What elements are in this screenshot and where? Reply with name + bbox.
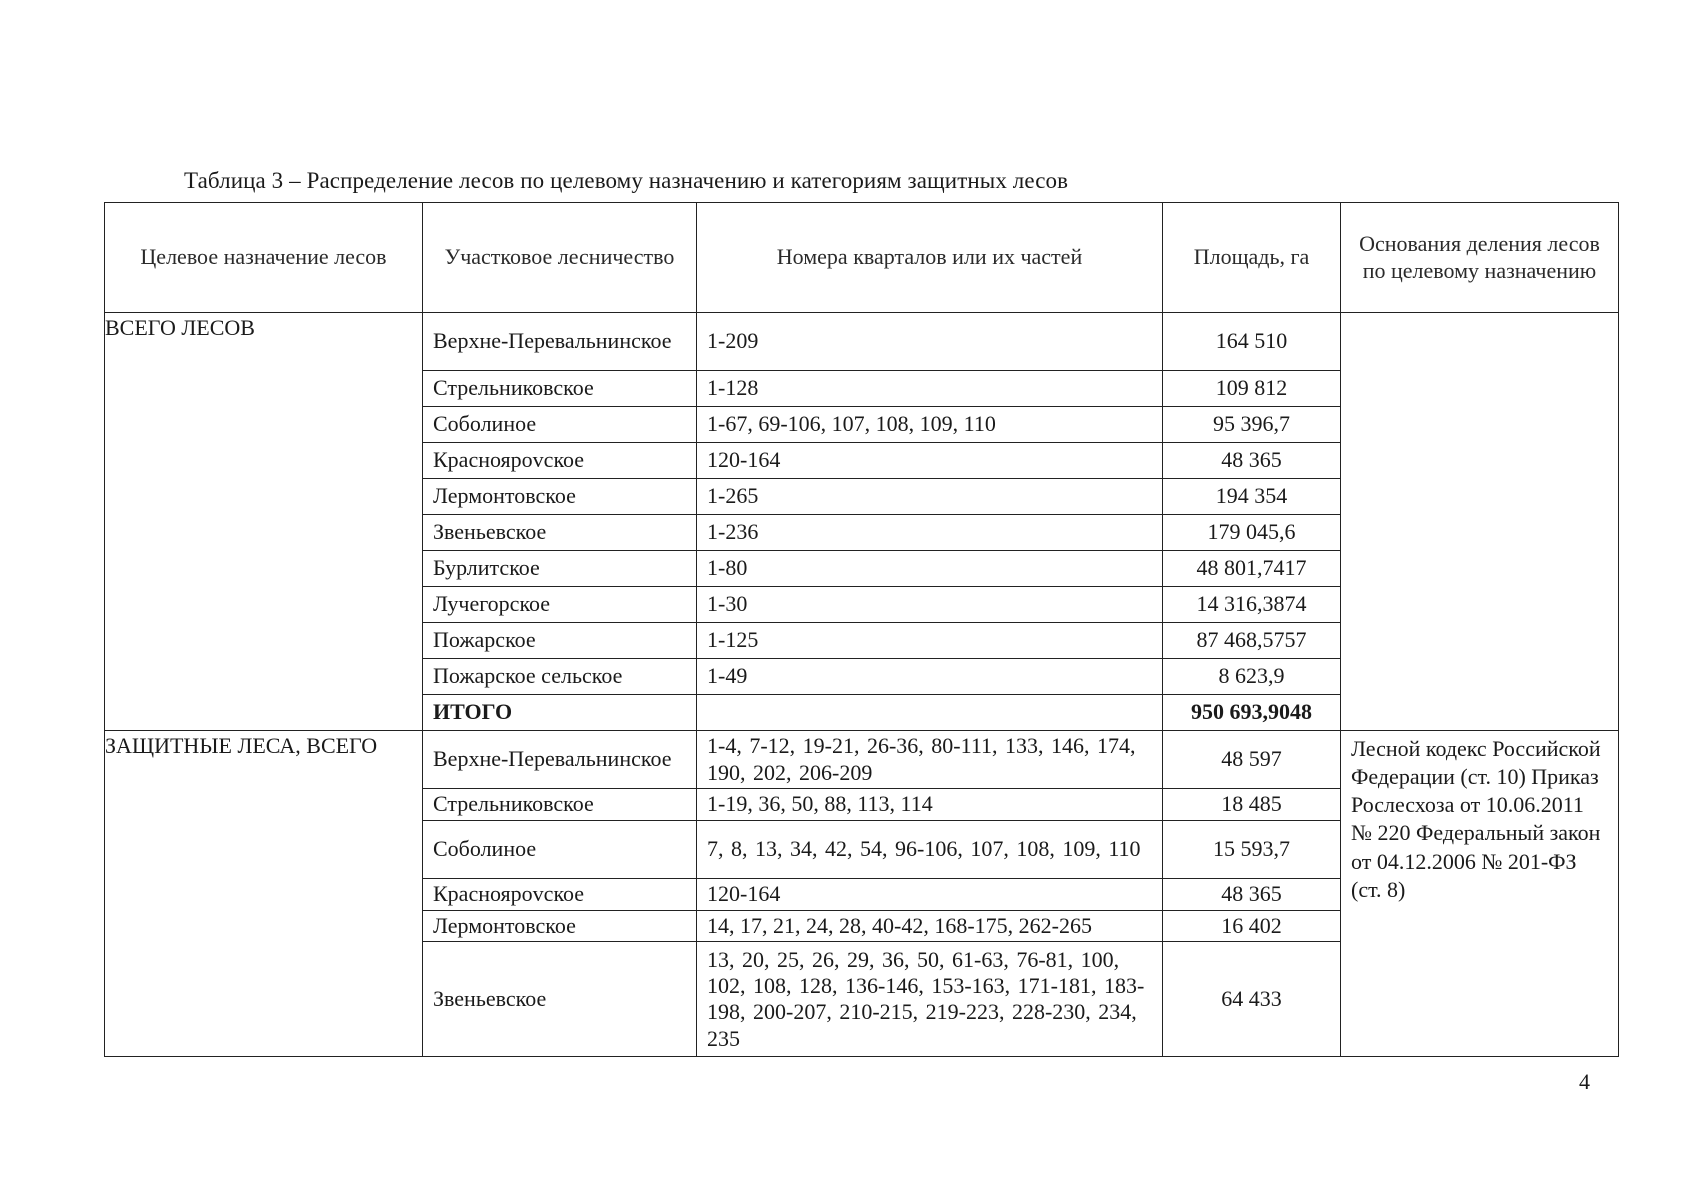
blocks-cell: 1-80 — [697, 551, 1163, 587]
blocks-cell: 1-67, 69-106, 107, 108, 109, 110 — [697, 407, 1163, 443]
blocks-cell: 120-164 — [697, 878, 1163, 910]
header-purpose: Целевое назначение лесов — [105, 203, 423, 313]
blocks-cell: 1-128 — [697, 371, 1163, 407]
blocks-cell: 120-164 — [697, 443, 1163, 479]
total-area-value: 950 693,9048 — [1163, 695, 1341, 731]
district-cell: Верхне-Перевальнинское — [423, 313, 697, 371]
district-cell: Соболиное — [423, 820, 697, 878]
blocks-cell: 1-209 — [697, 313, 1163, 371]
district-cell: Лермонтовское — [423, 479, 697, 515]
total-blocks-cell — [697, 695, 1163, 731]
area-cell: 14 316,3874 — [1163, 587, 1341, 623]
district-cell: Лучегорское — [423, 587, 697, 623]
area-cell: 18 485 — [1163, 789, 1341, 821]
area-cell: 48 801,7417 — [1163, 551, 1341, 587]
blocks-cell: 1-49 — [697, 659, 1163, 695]
blocks-cell: 1-4, 7-12, 19-21, 26-36, 80-111, 133, 146, 174, 190, 202, 206-209 — [697, 731, 1163, 789]
district-cell: Пожарское — [423, 623, 697, 659]
blocks-cell: 14, 17, 21, 24, 28, 40-42, 168-175, 262-265 — [697, 910, 1163, 942]
district-cell: Лермонтовское — [423, 910, 697, 942]
district-cell: Соболиное — [423, 407, 697, 443]
area-cell: 48 365 — [1163, 443, 1341, 479]
district-cell: Стрельниковское — [423, 789, 697, 821]
district-cell: Красноярovское — [423, 878, 697, 910]
header-blocks: Номера кварталов или их частей — [697, 203, 1163, 313]
forest-distribution-table — [104, 202, 1619, 1057]
purpose-cell: ВСЕГО ЛЕСОВ — [105, 313, 423, 731]
area-cell: 48 597 — [1163, 731, 1341, 789]
table-row — [105, 731, 1619, 789]
header-district: Участковое лесничество — [423, 203, 697, 313]
blocks-cell: 1-30 — [697, 587, 1163, 623]
area-cell: 87 468,5757 — [1163, 623, 1341, 659]
purpose-cell: ЗАЩИТНЫЕ ЛЕСА, ВСЕГО — [105, 731, 423, 1057]
area-cell: 64 433 — [1163, 942, 1341, 1057]
area-cell: 95 396,7 — [1163, 407, 1341, 443]
blocks-cell: 1-236 — [697, 515, 1163, 551]
area-cell: 109 812 — [1163, 371, 1341, 407]
blocks-cell: 13, 20, 25, 26, 29, 36, 50, 61-63, 76-81, 100, 102, 108, 128, 136-146, 153-163, 171-181, 183-198, 200-207, 210-215, 219-223, 228-230, 234, 235 — [697, 942, 1163, 1057]
area-cell: 8 623,9 — [1163, 659, 1341, 695]
area-cell: 48 365 — [1163, 878, 1341, 910]
table-row — [105, 313, 1619, 371]
district-cell: Пожарское сельское — [423, 659, 697, 695]
page-number: 4 — [1579, 1069, 1590, 1094]
basis-cell: Лесной кодекс Российской Федерации (ст. 10) Приказ Рослесхоза от 10.06.2011 № 220 Федеральный закон от 04.12.2006 № 201-ФЗ (ст. 8) — [1341, 731, 1619, 1057]
area-cell: 179 045,6 — [1163, 515, 1341, 551]
blocks-cell: 1-125 — [697, 623, 1163, 659]
blocks-cell: 1-265 — [697, 479, 1163, 515]
district-cell: Верхне-Перевальнинское — [423, 731, 697, 789]
area-cell: 164 510 — [1163, 313, 1341, 371]
header-basis: Основания деления лесов по целевому назначению — [1341, 203, 1619, 313]
district-cell: Стрельниковское — [423, 371, 697, 407]
district-cell: Бурлитское — [423, 551, 697, 587]
header-area: Площадь, га — [1163, 203, 1341, 313]
basis-cell — [1341, 313, 1619, 731]
district-cell: Красноярovское — [423, 443, 697, 479]
table-header-row — [105, 203, 1619, 313]
district-cell: Звеньевское — [423, 515, 697, 551]
table-caption: Таблица 3 – Распределение лесов по целевому назначению и категориям защитных лесов — [184, 168, 1069, 193]
blocks-cell: 1-19, 36, 50, 88, 113, 114 — [697, 789, 1163, 821]
total-label: ИТОГО — [423, 695, 697, 731]
area-cell: 194 354 — [1163, 479, 1341, 515]
blocks-cell: 7, 8, 13, 34, 42, 54, 96-106, 107, 108, 109, 110 — [697, 820, 1163, 878]
area-cell: 15 593,7 — [1163, 820, 1341, 878]
district-cell: Звеньевское — [423, 942, 697, 1057]
area-cell: 16 402 — [1163, 910, 1341, 942]
